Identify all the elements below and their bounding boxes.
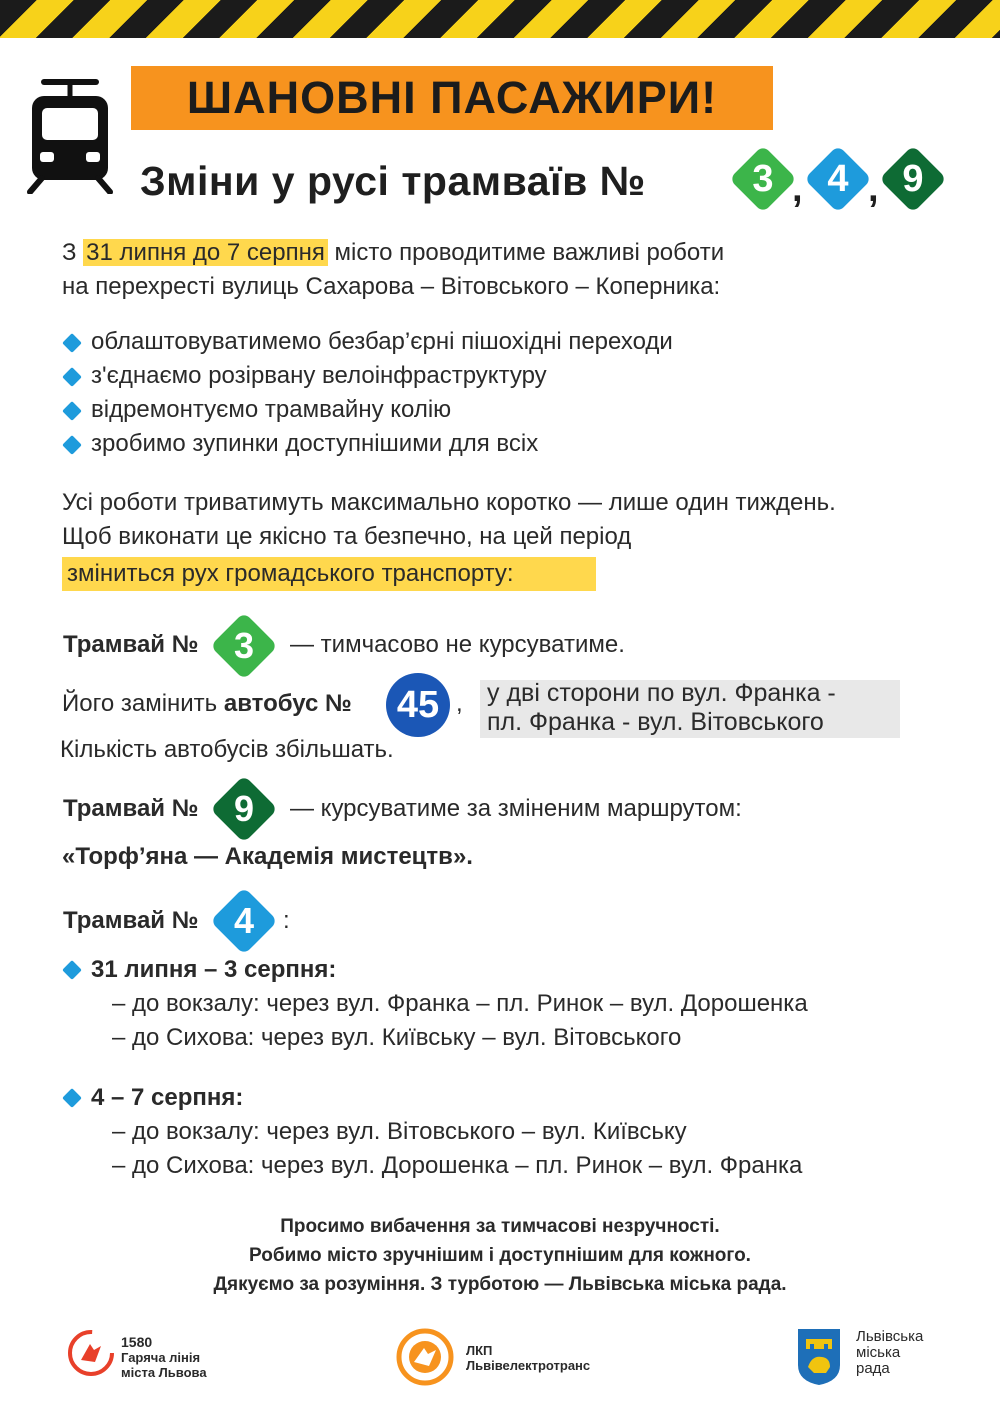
bus-45-badge: 45 — [386, 673, 450, 737]
intro-line-1 — [62, 236, 724, 270]
hotline-number: 1580 — [121, 1334, 153, 1350]
notice-line-1: Усі роботи триватимуть максимально коротко — лише один тиждень. — [62, 489, 836, 516]
work-item: зробимо зупинки доступнішими для всіх — [91, 430, 539, 457]
replace-prefix: Його замінить — [62, 690, 224, 717]
page-title: Зміни у русі трамваїв № — [140, 158, 646, 204]
footer-line-3: Дякуємо за розуміння. З турботою — Львівська міська рада. — [213, 1274, 787, 1295]
intro-rest: місто проводитиме важливі роботи — [327, 239, 725, 266]
work-item: з'єднаємо розірвану велоінфраструктуру — [91, 362, 547, 389]
separator: , — [868, 168, 879, 210]
hazard-stripe-header — [0, 0, 1000, 38]
route-4-badge — [803, 144, 873, 214]
route-3-badge — [728, 144, 798, 214]
work-item: облаштовуватимемо безбар’єрні пішохідні переходи — [91, 328, 673, 355]
intro-dates: 31 липня до 7 серпня — [83, 239, 328, 266]
notice-line-3: зміниться рух громадського транспорту: — [67, 560, 514, 587]
separator: : — [283, 907, 290, 934]
notice-line-2: Щоб виконати це якісно та безпечно, на цей період — [62, 523, 632, 550]
bullet-diamond-icon — [62, 401, 82, 421]
tram-icon — [26, 78, 114, 194]
route-number: 4 — [233, 900, 255, 941]
bullet-diamond-icon — [62, 1088, 82, 1108]
route-3-badge — [208, 610, 280, 682]
bullet-diamond-icon — [62, 435, 82, 455]
route-4-badge — [208, 885, 280, 957]
city-coat-of-arms-icon — [796, 1327, 842, 1387]
footer-line-1: Просимо вибачення за тимчасові незручності. — [280, 1216, 720, 1237]
tram3-replacement — [62, 687, 352, 721]
intro-line-2: на перехресті вулиць Сахарова – Вітовського – Коперника: — [62, 273, 721, 300]
tram9-status: — курсуватиме за зміненим маршрутом: — [290, 795, 742, 822]
separator: , — [456, 690, 463, 717]
council-line: рада — [856, 1360, 890, 1377]
bus-route-line-1: у дві сторони по вул. Франка - — [487, 679, 836, 707]
bullet-diamond-icon — [62, 333, 82, 353]
tram4-label: Трамвай № — [63, 907, 199, 934]
hotline-line: міста Львова — [121, 1365, 207, 1380]
council-text — [856, 1329, 923, 1377]
route-9-badge — [208, 773, 280, 845]
route-number: 3 — [233, 625, 255, 666]
route-number: 9 — [233, 788, 255, 829]
council-line: міська — [856, 1344, 901, 1361]
hotline-logo-icon — [68, 1330, 114, 1376]
bus-route-line-2: пл. Франка - вул. Вітовського — [487, 708, 824, 736]
route-9-badge — [878, 144, 948, 214]
council-line: Львівська — [856, 1328, 924, 1345]
banner-title: ШАНОВНІ ПАСАЖИРИ! — [131, 66, 773, 130]
separator: , — [792, 168, 803, 210]
route-number: 9 — [902, 158, 924, 200]
work-item: відремонтуємо трамвайну колію — [91, 396, 452, 423]
lkp-text — [466, 1343, 590, 1373]
lkp-line: ЛКП — [466, 1343, 493, 1358]
tram9-route: «Торф’яна — Академія мистецтв». — [62, 843, 473, 870]
bullet-diamond-icon — [62, 367, 82, 387]
tram3-label: Трамвай № — [63, 631, 199, 658]
lkp-logo-icon — [396, 1328, 454, 1386]
lkp-line: Львівелектротранс — [466, 1358, 591, 1373]
hotline-line: Гаряча лінія — [121, 1350, 201, 1365]
route-number: 3 — [752, 158, 774, 200]
hotline-text — [121, 1334, 207, 1380]
route-number: 4 — [827, 158, 849, 200]
more-buses: Кількість автобусів збільшать. — [60, 736, 394, 763]
period-line: – до Сихова: через вул. Дорошенка – пл. Ринок – вул. Франка — [112, 1152, 803, 1179]
period-dates: 4 – 7 серпня: — [91, 1084, 244, 1111]
intro-prefix: З — [62, 239, 84, 266]
replace-bold: автобус № — [223, 690, 352, 717]
footer-line-2: Робимо місто зручнішим і доступнішим для кожного. — [249, 1245, 751, 1266]
tram9-label: Трамвай № — [63, 795, 199, 822]
period-line: – до Сихова: через вул. Київську – вул. Вітовського — [112, 1024, 682, 1051]
bullet-diamond-icon — [62, 960, 82, 980]
period-line: – до вокзалу: через вул. Франка – пл. Ринок – вул. Дорошенка — [112, 990, 808, 1017]
tram3-status: — тимчасово не курсуватиме. — [290, 631, 625, 658]
period-dates: 31 липня – 3 серпня: — [91, 956, 337, 983]
period-line: – до вокзалу: через вул. Вітовського – вул. Київську — [112, 1118, 687, 1145]
